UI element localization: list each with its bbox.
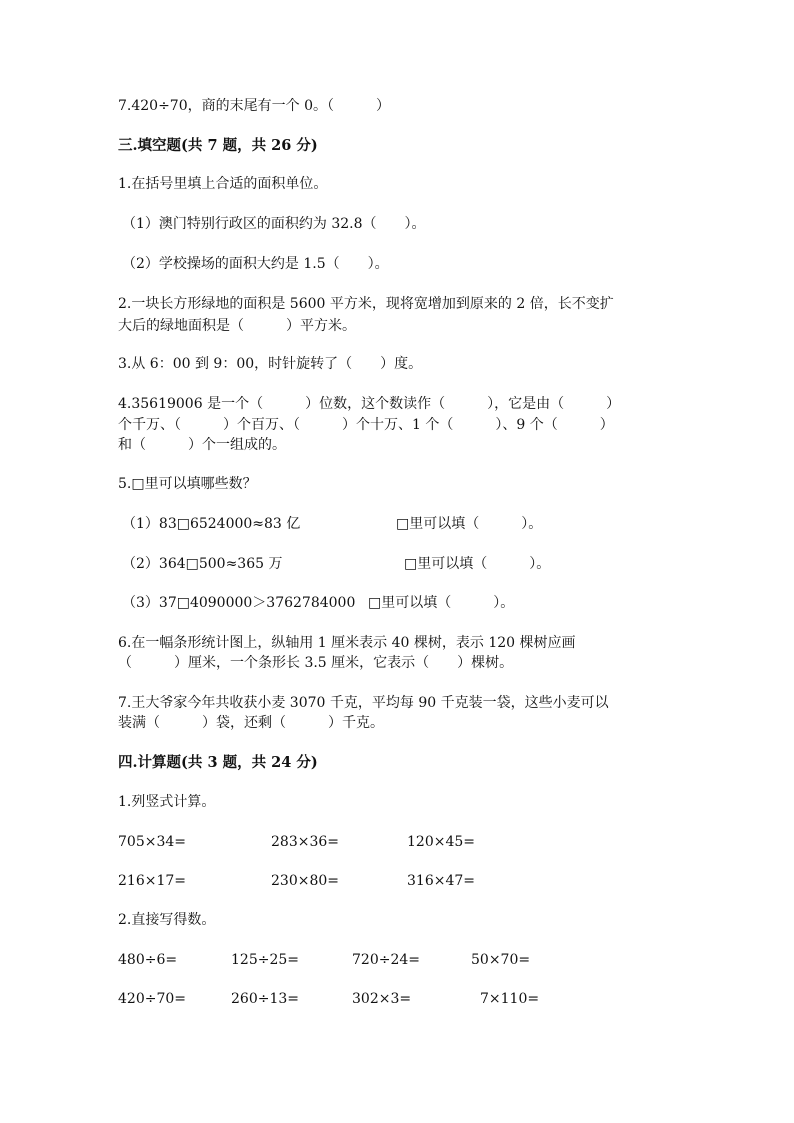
fill-q4-line3: 和（ ）个一组成的。 <box>118 437 286 453</box>
calc-q1-expression: 283×36= <box>271 834 339 850</box>
fill-q4-line2: 个千万、（ ）个百万、（ ）个十万、1 个（ ）、9 个（ ） <box>118 417 614 433</box>
fill-q2-line1: 2.一块长方形绿地的面积是 5600 平方米，现将宽增加到原来的 2 倍，长不变扩 <box>118 296 614 312</box>
calc-q2-expression: 125÷25= <box>231 952 299 968</box>
fill-q5-stem: 5.□里可以填哪些数？ <box>118 476 257 492</box>
calc-q2-expression: 50×70= <box>471 952 531 968</box>
calc-q2-stem: 2.直接写得数。 <box>118 912 216 928</box>
fill-q6-line1: 6.在一幅条形统计图上，纵轴用 1 厘米表示 40 棵树，表示 120 棵树应画 <box>118 635 576 651</box>
fill-q7-line1: 7.王大爷家今年共收获小麦 3070 千克，平均每 90 千克装一袋，这些小麦可以 <box>118 695 609 711</box>
calc-q2-expression: 480÷6= <box>118 952 178 968</box>
fill-q6-line2: （ ）厘米，一个条形长 3.5 厘米，它表示（ ）棵树。 <box>118 655 514 671</box>
fill-q5-item2-expression: （2）364□500≈365 万 <box>122 556 283 572</box>
fill-q1-part2: （2）学校操场的面积大约是 1.5（ ）。 <box>122 256 389 272</box>
fill-q4-line1: 4.35619006 是一个（ ）位数，这个数读作（ ），它是由（ ） <box>118 396 621 412</box>
fill-q7-line2: 装满（ ）袋，还剩（ ）千克。 <box>118 715 384 731</box>
calc-q1-expression: 120×45= <box>407 834 475 850</box>
calc-q2-expression: 420÷70= <box>118 991 186 1007</box>
calc-q2-expression: 7×110= <box>480 991 540 1007</box>
calc-q2-expression: 260÷13= <box>231 991 299 1007</box>
calc-q2-expression: 720÷24= <box>352 952 420 968</box>
question-7-judgement: 7.420÷70，商的末尾有一个 0。（ ） <box>118 98 390 114</box>
fill-q5-item2-answer: □里可以填（ ）。 <box>404 556 551 572</box>
fill-q1-stem: 1.在括号里填上合适的面积单位。 <box>118 176 328 192</box>
calc-q2-expression: 302×3= <box>352 991 412 1007</box>
calc-q1-expression: 705×34= <box>118 834 186 850</box>
fill-q5-item1-answer: □里可以填（ ）。 <box>396 516 543 532</box>
fill-q5-item3-answer: □里可以填（ ）。 <box>368 595 515 611</box>
section-4-heading: 四.计算题(共 3 题，共 24 分) <box>118 754 318 771</box>
calc-q1-stem: 1.列竖式计算。 <box>118 794 216 810</box>
calc-q1-expression: 230×80= <box>271 873 339 889</box>
fill-q3: 3.从 6：00 到 9：00，时针旋转了（ ）度。 <box>118 356 423 372</box>
fill-q2-line2: 大后的绿地面积是（ ）平方米。 <box>118 318 356 334</box>
calc-q1-expression: 316×47= <box>407 873 475 889</box>
section-3-heading: 三.填空题(共 7 题，共 26 分) <box>118 137 318 154</box>
fill-q1-part1: （1）澳门特别行政区的面积约为 32.8（ ）。 <box>122 216 426 232</box>
calc-q1-expression: 216×17= <box>118 873 186 889</box>
fill-q5-item1-expression: （1）83□6524000≈83 亿 <box>122 516 301 532</box>
fill-q5-item3-expression: （3）37□4090000＞3762784000 <box>122 595 356 611</box>
